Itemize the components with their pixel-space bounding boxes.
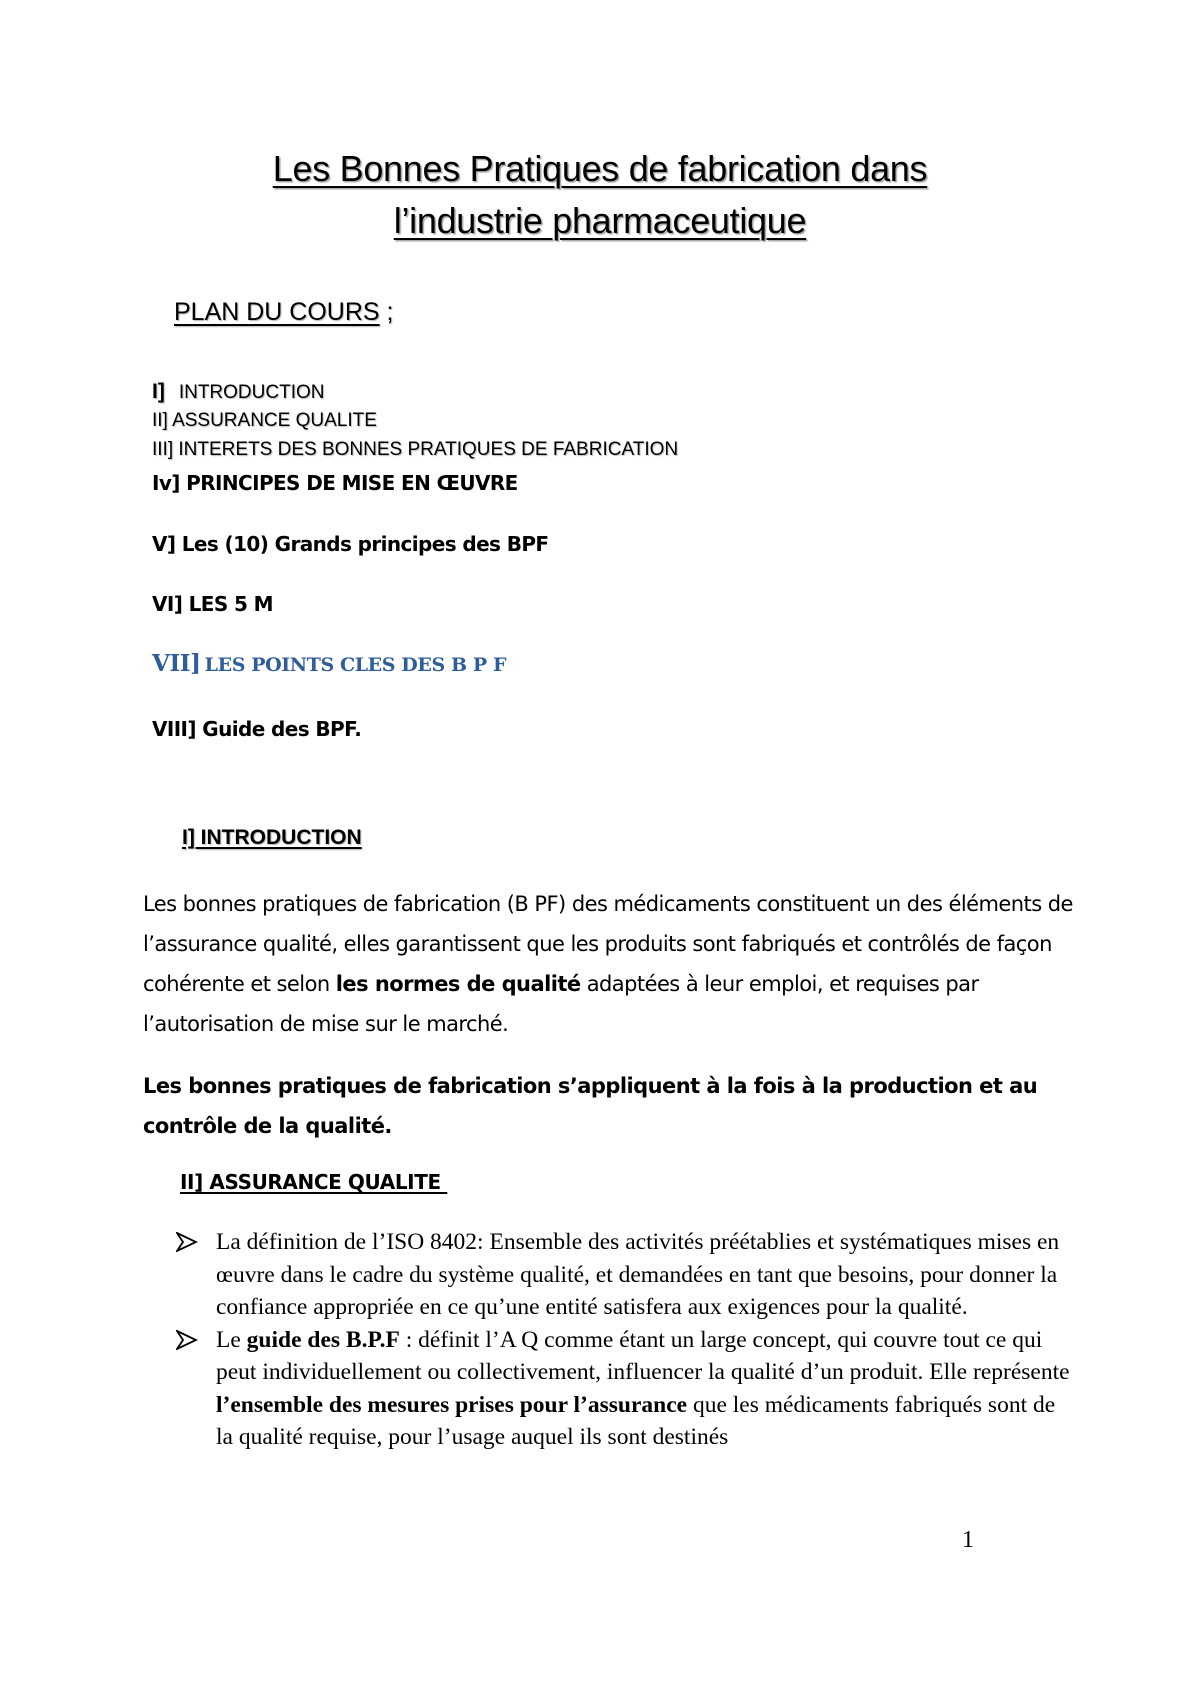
arrowhead-bullet-icon <box>176 1232 198 1252</box>
bpf-scope-paragraph: Les bonnes pratiques de fabrication s’appliquent à la fois à la production et au contrôle de la qualité. <box>143 1074 1038 1138</box>
plan-heading <box>174 298 394 327</box>
list-item-text-bold-ensemble: l’ensemble des mesures prises pour l’assurance <box>216 1391 688 1418</box>
section-heading-introduction: I] INTRODUCTION <box>182 826 362 849</box>
assurance-qualite-list <box>176 1226 1076 1454</box>
list-item-text-bold-guide: guide des B.P.F <box>246 1326 400 1353</box>
list-item-text: La définition de l’ISO 8402: Ensemble des activités préétablies et systématiques mises en œuvre dans le cadre du système qualité, et demandées en tant que besoins, pour donner la confiance appropriée en ce qu’une entité satisfera aux exigences pour la qualité. <box>216 1229 1060 1320</box>
toc-item-interets: III] INTERETS DES BONNES PRATIQUES DE FABRICATION <box>152 439 679 460</box>
toc-item-number: I] <box>152 380 165 403</box>
list-item-guide-definition <box>176 1324 1076 1454</box>
toc-item-guide: VIII] Guide des BPF. <box>152 717 362 741</box>
toc-item-label: LES POINTS CLES DES B P F <box>204 654 507 676</box>
list-item-text-a: Le <box>216 1326 247 1353</box>
intro-paragraph <box>143 884 1073 1044</box>
arrowhead-bullet-icon <box>176 1330 198 1350</box>
list-item-text-c: : définit l’A Q comme étant un large concept, qui couvre tout ce qui peut individuellement ou collectivement, influencer la qualité d’un produit. Elle représente <box>216 1326 1070 1385</box>
toc-item-label: INTRODUCTION <box>178 382 325 403</box>
toc-item-number: VII] <box>152 650 201 677</box>
toc-item-principes: Iv] PRINCIPES DE MISE EN ŒUVRE <box>152 471 518 495</box>
document-title-line-1: Les Bonnes Pratiques de fabrication dans <box>272 148 928 189</box>
section-heading-assurance-qualite: II] ASSURANCE QUALITE <box>180 1170 448 1194</box>
intro-text-bold: les normes de qualité <box>335 972 581 996</box>
toc-item-5m: VI] LES 5 M <box>152 592 273 616</box>
list-item-iso-definition <box>176 1226 1076 1324</box>
intro-text-part-1: Les bonnes pratiques de fabrication (B PF) des médicaments constituent un des éléments de l’assurance qualité, elles garantissent que les produits sont fabriqués et contrôlés de façon cohérente et selon <box>143 892 1073 996</box>
toc-item-assurance-qualite: II] ASSURANCE QUALITE <box>152 410 377 431</box>
list-item-text-e: que les médicaments fabriqués sont de la qualité requise, pour l’usage auquel ils sont destinés <box>216 1391 1056 1450</box>
document-title-line-2: l’industrie pharmaceutique <box>393 200 807 241</box>
plan-heading-text: PLAN DU COURS <box>174 298 380 326</box>
plan-heading-suffix: ; <box>379 298 394 326</box>
toc-item-introduction <box>152 380 324 404</box>
page-number: 1 <box>962 1527 974 1553</box>
intro-text-part-2: adaptées à leur emploi, et requises par l’autorisation de mise sur le marché. <box>143 972 979 1036</box>
toc-item-grands-principes: V] Les (10) Grands principes des BPF <box>152 532 549 556</box>
toc-item-points-cles <box>152 650 506 677</box>
